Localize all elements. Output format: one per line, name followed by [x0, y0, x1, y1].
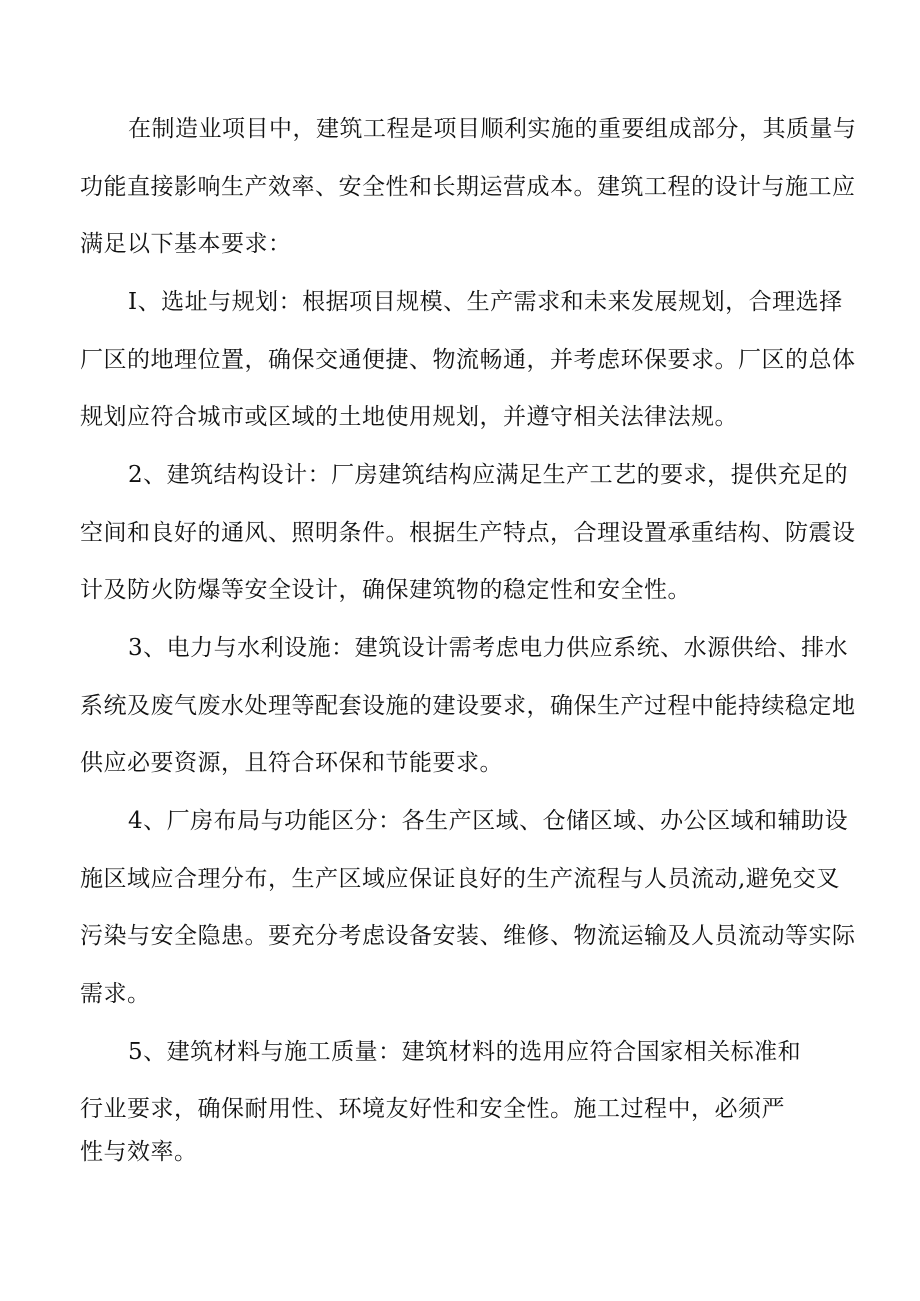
item-1-line-1: I、选址与规划：根据项目规模、生产需求和未来发展规划，合理选择	[128, 289, 843, 315]
item-2-line-3: 计及防火防爆等安全设计，确保建筑物的稳定性和安全性。	[80, 577, 691, 603]
item-1-line-3: 规划应符合城市或区域的土地使用规划，并遵守相关法律法规。	[80, 404, 738, 430]
item-3-line-1: 3、电力与水利设施：建筑设计需考虑电力供应系统、水源供给、排水	[128, 635, 849, 661]
item-5-line-2: 行业要求，确保耐用性、环境友好性和安全性。施工过程中，必须严	[80, 1096, 785, 1122]
intro-line-2: 功能直接影响生产效率、安全性和长期运营成本。建筑工程的设计与施工应	[80, 174, 856, 200]
item-3-line-2: 系统及废气废水处理等配套设施的建设要求，确保生产过程中能持续稳定地	[80, 693, 856, 719]
item-5-line-3: 性与效率。	[80, 1139, 198, 1165]
item-2-line-1: 2、建筑结构设计：厂房建筑结构应满足生产工艺的要求，提供充足的	[128, 462, 849, 488]
intro-line-3: 满足以下基本要求：	[80, 231, 292, 257]
item-4-line-1: 4、厂房布局与功能区分：各生产区域、仓储区域、办公区域和辅助设	[128, 808, 849, 834]
item-1-line-2: 厂区的地理位置，确保交通便捷、物流畅通，并考虑环保要求。厂区的总体	[80, 347, 856, 373]
item-4-line-4: 需求。	[80, 981, 151, 1007]
item-4-line-2: 施区域应合理分布，生产区域应保证良好的生产流程与人员流动,避免交叉	[80, 866, 840, 892]
item-2-line-2: 空间和良好的通风、照明条件。根据生产特点，合理设置承重结构、防震设	[80, 520, 856, 546]
item-4-line-3: 污染与安全隐患。要充分考虑设备安装、维修、物流运输及人员流动等实际	[80, 923, 856, 949]
item-3-line-3: 供应必要资源，且符合环保和节能要求。	[80, 750, 503, 776]
item-5-line-1: 5、建筑材料与施工质量：建筑材料的选用应符合国家相关标准和	[128, 1039, 802, 1065]
intro-line-1: 在制造业项目中，建筑工程是项目顺利实施的重要组成部分，其质量与	[128, 116, 857, 142]
